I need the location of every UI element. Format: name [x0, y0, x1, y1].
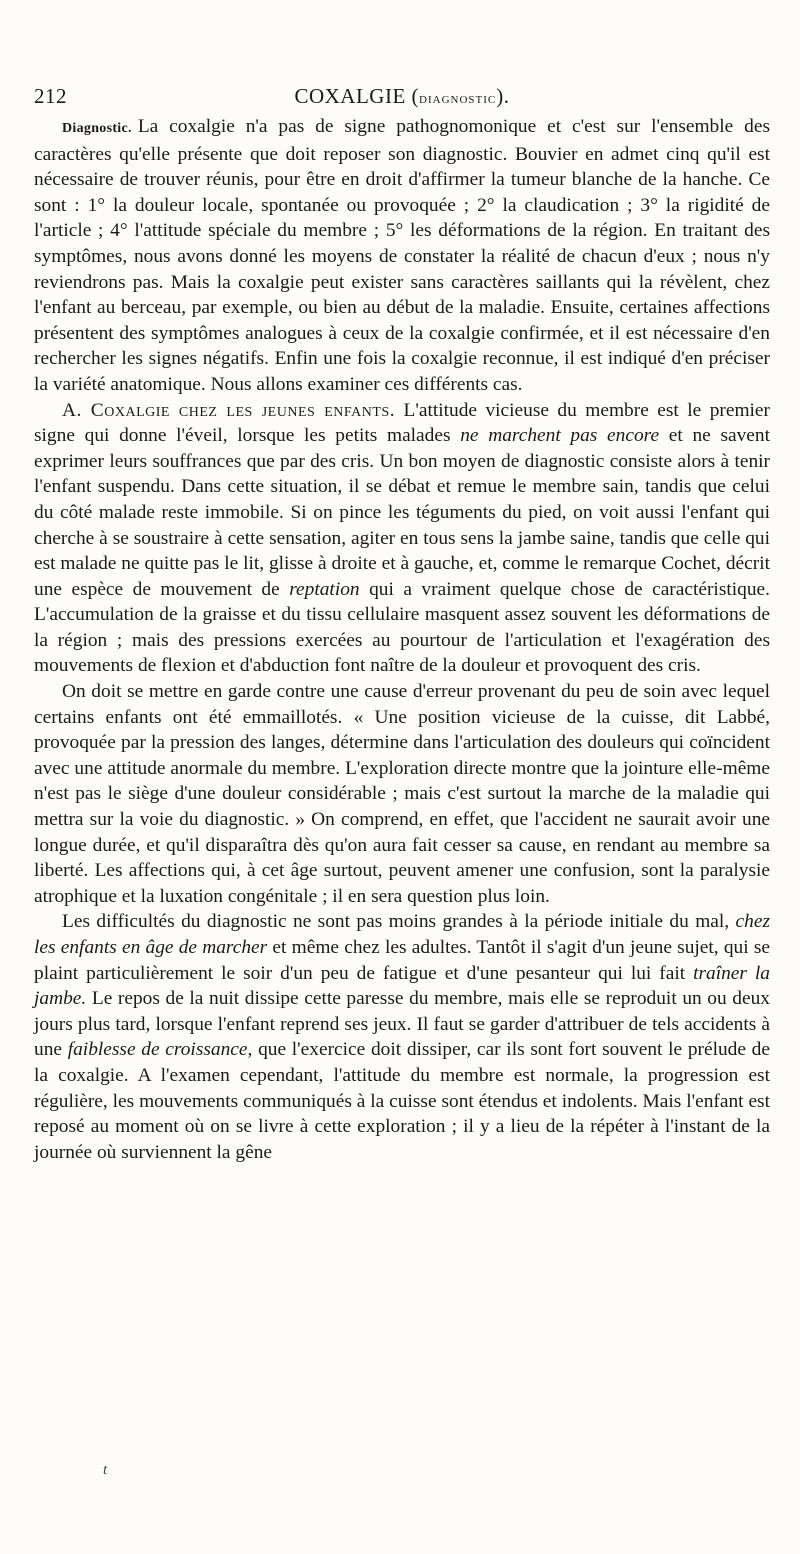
side-label: Diagnostic.: [62, 121, 132, 136]
text-run: L'attitude vicieuse du membre est le premier signe qui donne l'éveil, lorsque les petits malades: [34, 399, 770, 447]
text-run: qui a vraiment quelque chose de caractéristique. L'accumulation de la graisse et du tissu cellulaire masquent assez souvent les déformations de la région ; mais des pressions exercées au pourtour de l'articulation et l'exagération des mouvements de flexion et d'abduction font naître de la douleur et provoquent des cris.: [34, 578, 770, 677]
running-title-open: (: [405, 84, 420, 108]
running-title-sub: diagnostic: [419, 90, 497, 107]
running-title-main: COXALGIE: [294, 84, 406, 108]
running-title: [34, 84, 770, 109]
italic-run: traîner la jambe.: [34, 962, 771, 1010]
paragraph-walking-age: [34, 909, 770, 1165]
paragraph-swaddling: [34, 679, 770, 909]
running-title-close: ).: [496, 84, 510, 108]
paragraph-text: On doit se mettre en garde contre une cause d'erreur provenant du peu de soin avec lequel certains enfants ont été emmaillotés. « Une position vicieuse de la cuisse, dit Labbé, provoquée par la pression des langes, détermine dans l'articulation des douleurs qui coïncident avec une attitude anormale du membre. L'exploration directe montre que la jointure elle-même n'est pas le siège d'une douleur considérable ; mais c'est surtout la marche de la maladie qui mettra sur la voie du diagnostic. » On comprend, en effet, que l'accident ne saurait avoir une longue durée, et qu'il disparaîtra dès qu'on aura fait cesser sa cause, en rendant au membre sa liberté. Les affections qui, à cet âge surtout, peuvent amener une confusion, sont la paralysie atrophique et la luxation congénitale ; il en sera question plus loin.: [34, 681, 770, 907]
italic-run: ne marchent pas encore: [460, 425, 660, 447]
paragraph-young-children: [34, 398, 770, 680]
text-run: Le repos de la nuit dissipe cette paresse du membre, mais elle se reproduit un ou deux jours plus tard, lorsque l'enfant reprend ses jeux. Il faut se garder d'attribuer de tels accidents à une: [34, 988, 770, 1061]
italic-run: faiblesse de croissance: [67, 1039, 248, 1061]
paragraph-text: La coxalgie n'a pas de signe pathognomonique et c'est sur l'ensemble des caractères qu'elle présente que doit reposer son diagnostic. Bouvier en admet cinq qu'il est nécessaire de trouver réunis, pour être en droit d'affirmer la tumeur blanche de la hanche. Ce sont : 1° la douleur locale, spontanée ou provoquée ; 2° la claudication ; 3° la rigidité de l'article ; 4° l'attitude spéciale du membre ; 5° les déformations de la région. En traitant des symptômes, nous avons donné les moyens de constater la réalité de chacun d'eux ; nous n'y reviendrons pas. Mais la coxalgie peut exister sans caractères saillants qui la révèlent, chez l'enfant au berceau, par exemple, ou bien au début de la maladie. Ensuite, certaines affections présentent des symptômes analogues à ceux de la coxalgie confirmée, et il est nécessaire d'en rechercher les signes négatifs. Enfin une fois la coxalgie reconnue, il est indiqué d'en préciser la variété anatomique. Nous allons examiner ces différents cas.: [34, 116, 770, 395]
text-run: et ne savent exprimer leurs souffrances que par des cris. Un bon moyen de diagnostic consiste alors à tenir l'enfant suspendu. Dans cette situation, il se débat et remue le membre sain, tandis que celui du côté malade reste immobile. Si on pince les téguments du pied, on voit aussi l'enfant qui cherche à se soustraire à cette sensation, agiter en tous sens la jambe saine, tandis que celle qui est malade ne quitte pas le lit, glisse à droite et à gauche, et, comme le remarque Cochet, décrit une espèce de mouvement de: [34, 425, 770, 600]
text-run: et même chez les adultes. Tantôt il s'agit d'un jeune sujet, qui se plaint particulièrement le soir d'un peu de fatigue et d'une pesanteur qui lui fait: [34, 937, 770, 984]
page-header: [34, 78, 770, 118]
text-run: , que l'exercice doit dissiper, car ils sont fort souvent le prélude de la coxalgie. A l'examen cependant, l'attitude du membre est normale, la progression est régulière, les mouvements communiqués à la cuisse sont étendus et indolents. Mais l'enfant est reposé au moment où on se livre à cette exploration ; il y a lieu de la répéter à l'instant de la journée où surviennent la gêne: [34, 1039, 770, 1163]
page-body: [34, 114, 770, 1165]
section-heading: A. Coxalgie chez les jeunes enfants.: [62, 399, 396, 421]
text-run: Les difficultés du diagnostic ne sont pas moins grandes à la période initiale du mal,: [62, 911, 736, 933]
italic-run: chez les enfants en âge de marcher: [34, 911, 770, 958]
page-number: 212: [34, 84, 67, 108]
italic-run: reptation: [289, 578, 360, 600]
paragraph-diagnostic: [34, 114, 770, 398]
footer-mark: t: [103, 1462, 108, 1478]
